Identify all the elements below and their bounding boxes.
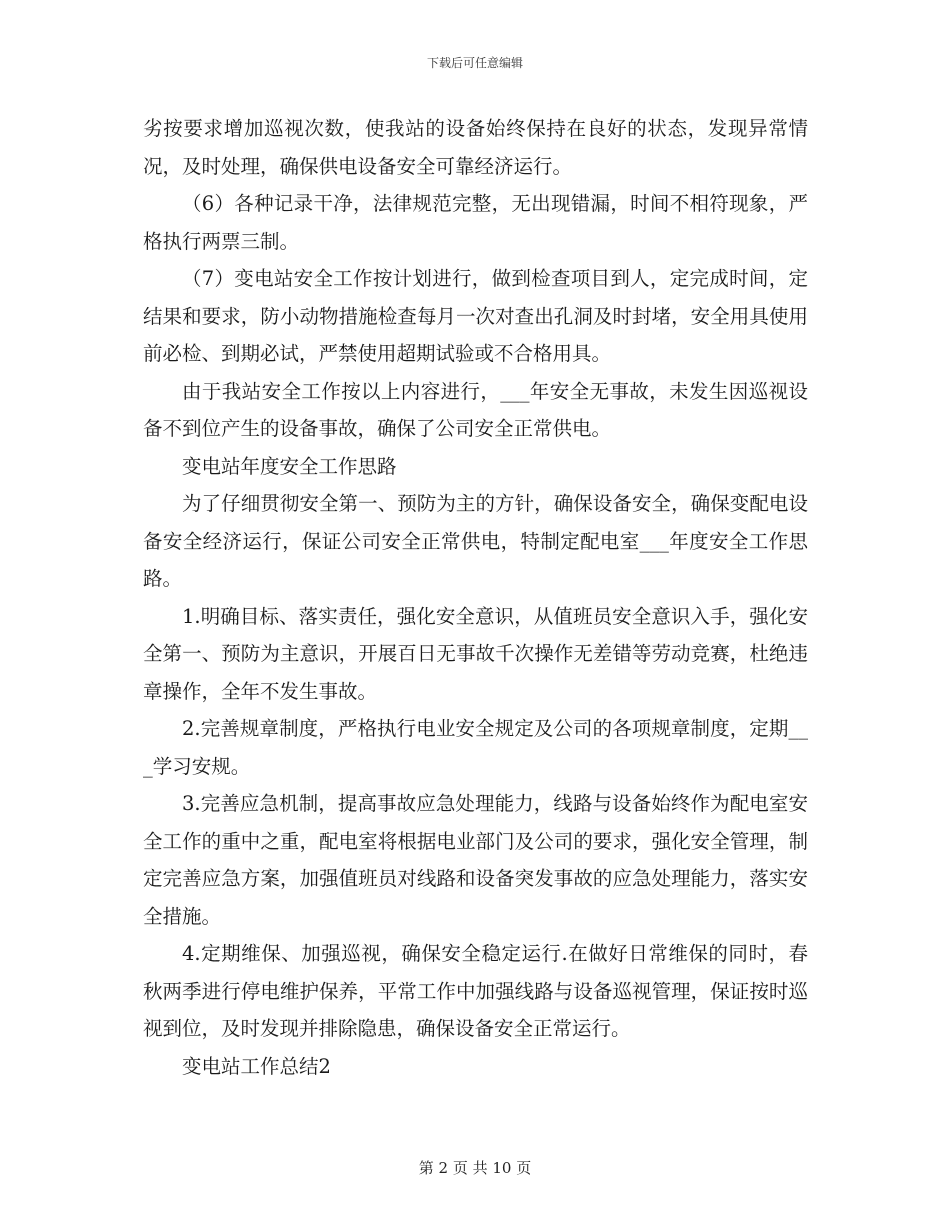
paragraph: 1.明确目标、落实责任，强化安全意识，从值班员安全意识入手，强化安全第一、预防为主意识，开展百日无事故千次操作无差错等劳动竞赛，杜绝违章操作，全年不发生事故。 (143, 604, 808, 703)
section-heading: 变电站工作总结2 (182, 1054, 331, 1078)
paragraph: 3.完善应急机制，提高事故应急处理能力，线路与设备始终作为配电室安全工作的重中之重，配电室将根据电业部门及公司的要求，强化安全管理，制定完善应急方案，加强值班员对线路和设备突发事故的应急处理能力，落实安全措施。 (143, 792, 808, 928)
paragraph: 为了仔细贯彻安全第一、预防为主的方针，确保设备安全，确保变配电设备安全经济运行，保证公司安全正常供电，特制定配电室___年度安全工作思路。 (143, 492, 808, 590)
page-header: 下载后可任意编辑 (426, 56, 523, 70)
document-body (143, 110, 808, 1085)
paragraph: 劣按要求增加巡视次数，使我站的设备始终保持在良好的状态，发现异常情况，及时处理，确保供电设备安全可靠经济运行。 (143, 117, 808, 178)
paragraph: 2.完善规章制度，严格执行电业安全规定及公司的各项规章制度，定期___学习安规。 (143, 717, 808, 778)
page-footer: 第 2 页 共 10 页 (418, 1159, 532, 1177)
section-heading: 变电站年度安全工作思路 (182, 454, 397, 478)
paragraph: 由于我站安全工作按以上内容进行，___年安全无事故，未发生因巡视设备不到位产生的设备事故，确保了公司安全正常供电。 (143, 379, 808, 440)
paragraph: 4.定期维保、加强巡视，确保安全稳定运行.在做好日常维保的同时，春秋两季进行停电维护保养，平常工作中加强线路与设备巡视管理，保证按时巡视到位，及时发现并排除隐患，确保设备安全正常运行。 (143, 942, 808, 1040)
paragraph: （7）变电站安全工作按计划进行，做到检查项目到人，定完成时间，定结果和要求，防小动物措施检查每月一次对查出孔洞及时封堵，安全用具使用前必检、到期必试，严禁使用超期试验或不合格用具。 (143, 267, 808, 365)
paragraph: （6）各种记录干净，法律规范完整，无出现错漏，时间不相符现象，严格执行两票三制。 (143, 192, 808, 253)
